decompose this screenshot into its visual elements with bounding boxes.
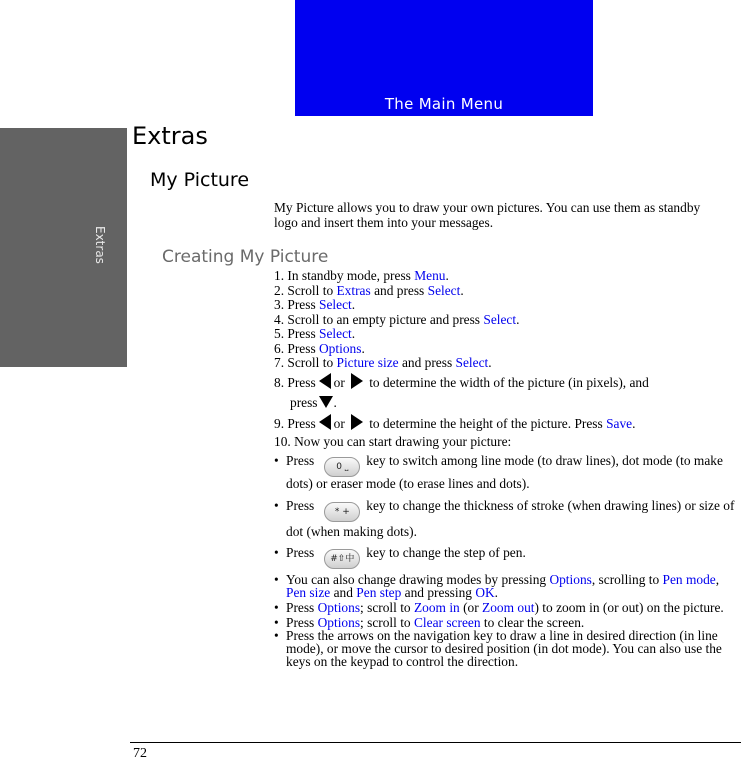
step-3	[274, 298, 738, 313]
left-arrow-icon	[319, 373, 331, 389]
keyword: Picture size	[336, 355, 399, 370]
bullet-text: key to change the thickness of stroke (when drawing lines) or size of dot (when making dots).	[286, 498, 735, 539]
step-4	[274, 313, 738, 328]
zero-key-icon: 0 ⎵	[324, 457, 360, 477]
step-1	[274, 269, 738, 284]
bullet-text: key to change the step of pen.	[366, 545, 526, 560]
step-text: 7. Scroll to	[274, 355, 337, 370]
footer-rule	[130, 742, 741, 743]
step-text: and press	[398, 355, 456, 370]
chapter-title: Extras	[132, 122, 208, 150]
left-arrow-icon	[319, 414, 331, 430]
keyword: Pen step	[356, 585, 402, 600]
step-text: 2. Scroll to	[274, 282, 337, 298]
bullet-text: ; scroll to	[360, 600, 414, 615]
step-7	[274, 356, 738, 371]
bullet-text: ) to zoom in (or out) on the picture.	[534, 600, 724, 615]
chapter-side-tab	[0, 128, 127, 367]
keyword: Select	[455, 355, 489, 370]
step-text: 9. Press	[274, 415, 316, 431]
right-arrow-icon	[351, 414, 363, 430]
step-10: 10. Now you can start drawing your picture:	[274, 433, 512, 449]
keyword: Extras	[336, 282, 371, 298]
step-text: 5. Press	[274, 326, 320, 341]
keyword: Select	[427, 282, 461, 298]
bullet-navigation	[274, 629, 738, 668]
side-tab-label: Extras	[93, 226, 107, 264]
keyword: Options	[549, 572, 592, 587]
bullet-text: Press	[286, 452, 315, 468]
instruction-list	[274, 269, 738, 668]
step-text: .	[351, 297, 356, 312]
keyword: Select	[319, 326, 352, 341]
step-6	[274, 342, 738, 357]
bullet-zoom	[274, 601, 738, 614]
down-arrow-icon	[319, 396, 333, 408]
step-text: .	[351, 326, 356, 341]
step-text: press	[290, 394, 318, 410]
bullet-text: ; scroll to	[360, 615, 414, 630]
step-5	[274, 327, 738, 342]
step-text: .	[488, 355, 492, 370]
banner-title: The Main Menu	[384, 95, 504, 113]
bullet-text: and	[330, 585, 357, 600]
keyword: Pen mode	[662, 572, 716, 587]
keyword: Options	[319, 340, 362, 356]
bullet-hash-key	[274, 546, 738, 569]
keyword: Options	[317, 600, 361, 615]
keyword: Menu	[414, 268, 446, 283]
step-text: and press	[370, 282, 428, 298]
bullet-text: Press	[286, 600, 318, 615]
keyword: Clear screen	[413, 615, 481, 630]
keyword: Zoom out	[482, 600, 535, 615]
step-8-cont	[274, 392, 738, 412]
step-text: .	[445, 268, 449, 283]
bullet-text: Press the arrows on the navigation key to draw a line in desired direction (in line mode), or move the cursor to desired position (in dot mode). You can also use the keys on the keypad to control the direction.	[286, 628, 722, 669]
keyword: OK	[475, 585, 495, 600]
step-text: .	[516, 311, 520, 327]
bullet-text: Press	[286, 498, 315, 513]
keyword: Save	[606, 415, 633, 431]
step-text: .	[333, 394, 337, 410]
step-9	[274, 412, 738, 433]
keyword: Zoom in	[413, 600, 460, 615]
right-arrow-icon	[351, 373, 363, 389]
subsection-title: Creating My Picture	[162, 247, 329, 267]
bullet-text: key to switch among line mode (to draw lines), dot mode (to make dots) or eraser mode (to erase lines and dots).	[286, 452, 723, 491]
step-text: or	[333, 415, 345, 431]
bullet-text: You can also change drawing modes by pressing	[286, 572, 550, 587]
keyword: Select	[483, 311, 517, 327]
bullet-drawing-modes	[274, 573, 738, 599]
bullet-text: Press	[286, 615, 318, 630]
step-text: 3. Press	[274, 297, 320, 312]
step-text: or	[333, 374, 345, 390]
bullet-text: and pressing	[401, 585, 476, 600]
page-number: 72	[133, 746, 147, 761]
step-text: .	[632, 415, 636, 431]
hash-key-icon: #⇧中	[324, 549, 360, 569]
step-text: 6. Press	[274, 340, 320, 356]
bullet-text: ,	[715, 572, 720, 587]
step-text: to determine the width of the picture (in pixels), and	[369, 374, 649, 390]
bullet-star-key	[274, 496, 738, 541]
section-title: My Picture	[150, 169, 250, 191]
step-2	[274, 284, 738, 299]
bullet-text: .	[494, 585, 499, 600]
keyword: Select	[319, 297, 352, 312]
keyword: Pen size	[286, 585, 331, 600]
keyword: Options	[317, 615, 361, 630]
step-text: 8. Press	[274, 374, 316, 390]
bullet-mode-key	[274, 454, 738, 492]
intro-paragraph: My Picture allows you to draw your own pictures. You can use them as standby logo and insert them into your messages.	[274, 200, 701, 230]
step-text: .	[361, 340, 365, 356]
step-text: 1. In standby mode, press	[274, 268, 415, 283]
bullet-text: Press	[286, 545, 315, 560]
bullet-text: , scrolling to	[591, 572, 663, 587]
bullet-text: to clear the screen.	[480, 615, 585, 630]
bullet-text: (or	[459, 600, 483, 615]
step-8	[274, 371, 738, 392]
step-text: 4. Scroll to an empty picture and press	[274, 311, 484, 327]
header-banner	[295, 0, 593, 116]
step-text: to determine the height of the picture. Press	[369, 415, 607, 431]
step-text: .	[460, 282, 464, 298]
star-key-icon: * +	[324, 502, 360, 522]
